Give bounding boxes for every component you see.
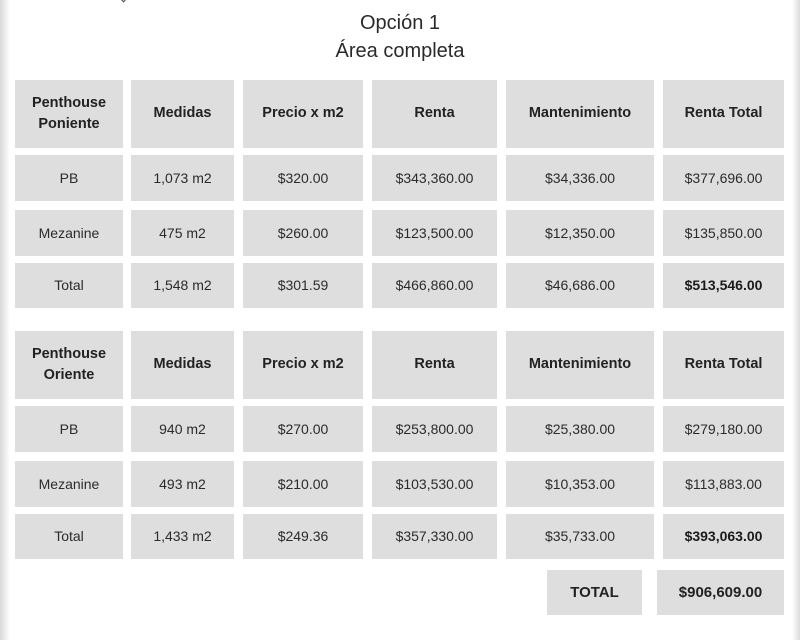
column-header-renta-total: Renta Total — [663, 80, 784, 148]
table-name-line2: Oriente — [43, 367, 95, 383]
page-edge-left — [0, 0, 10, 640]
cell-renta: $103,530.00 — [372, 461, 497, 507]
column-header-mantenimiento: Mantenimiento — [506, 331, 654, 399]
cell-medidas: 475 m2 — [131, 210, 234, 256]
cell-mantenimiento: $35,733.00 — [506, 514, 654, 559]
cell-precio: $270.00 — [243, 406, 363, 452]
cell-renta-total: $113,883.00 — [663, 461, 784, 507]
table-name-line2: Poniente — [38, 116, 100, 132]
cell-renta: $357,330.00 — [372, 514, 497, 559]
cell-medidas: 1,548 m2 — [131, 263, 234, 308]
cell-medidas: 940 m2 — [131, 406, 234, 452]
subtotal-renta-total: $513,546.00 — [663, 263, 784, 308]
cell-medidas: 493 m2 — [131, 461, 234, 507]
table-name-line1: Penthouse — [31, 345, 107, 362]
cell-renta-total: $135,850.00 — [663, 210, 784, 256]
column-header-precio: Precio x m2 — [243, 331, 363, 399]
cell-medidas: 1,073 m2 — [131, 155, 234, 201]
table-name-cell — [15, 331, 123, 399]
cell-renta: $123,500.00 — [372, 210, 497, 256]
column-header-medidas: Medidas — [131, 331, 234, 399]
column-header-renta: Renta — [372, 80, 497, 148]
chevron-down-icon — [119, 0, 129, 2]
subtotal-renta-total: $393,063.00 — [663, 514, 784, 559]
cell-precio: $210.00 — [243, 461, 363, 507]
table-name-cell — [15, 80, 123, 148]
row-label: PB — [15, 406, 123, 452]
page-title: Opción 1 — [359, 12, 441, 34]
column-header-precio: Precio x m2 — [243, 80, 363, 148]
cell-mantenimiento: $25,380.00 — [506, 406, 654, 452]
cell-renta: $343,360.00 — [372, 155, 497, 201]
cell-precio: $249.36 — [243, 514, 363, 559]
row-label: Mezanine — [15, 461, 123, 507]
column-header-medidas: Medidas — [131, 80, 234, 148]
cell-medidas: 1,433 m2 — [131, 514, 234, 559]
column-header-renta: Renta — [372, 331, 497, 399]
row-label: Total — [15, 263, 123, 308]
cell-renta-total: $279,180.00 — [663, 406, 784, 452]
table-name-line1: Penthouse — [31, 94, 107, 111]
grand-total-label: TOTAL — [547, 570, 642, 615]
row-label: Total — [15, 514, 123, 559]
grand-total-value: $906,609.00 — [657, 570, 784, 615]
page-edge-right — [792, 0, 800, 640]
cell-precio: $301.59 — [243, 263, 363, 308]
cell-mantenimiento: $34,336.00 — [506, 155, 654, 201]
cell-renta: $253,800.00 — [372, 406, 497, 452]
row-label: Mezanine — [15, 210, 123, 256]
column-header-renta-total: Renta Total — [663, 331, 784, 399]
cell-renta-total: $377,696.00 — [663, 155, 784, 201]
cell-mantenimiento: $12,350.00 — [506, 210, 654, 256]
cell-mantenimiento: $46,686.00 — [506, 263, 654, 308]
cell-precio: $320.00 — [243, 155, 363, 201]
cell-precio: $260.00 — [243, 210, 363, 256]
cell-renta: $466,860.00 — [372, 263, 497, 308]
cell-mantenimiento: $10,353.00 — [506, 461, 654, 507]
page-subtitle: Área completa — [335, 40, 465, 62]
row-label: PB — [15, 155, 123, 201]
column-header-mantenimiento: Mantenimiento — [506, 80, 654, 148]
